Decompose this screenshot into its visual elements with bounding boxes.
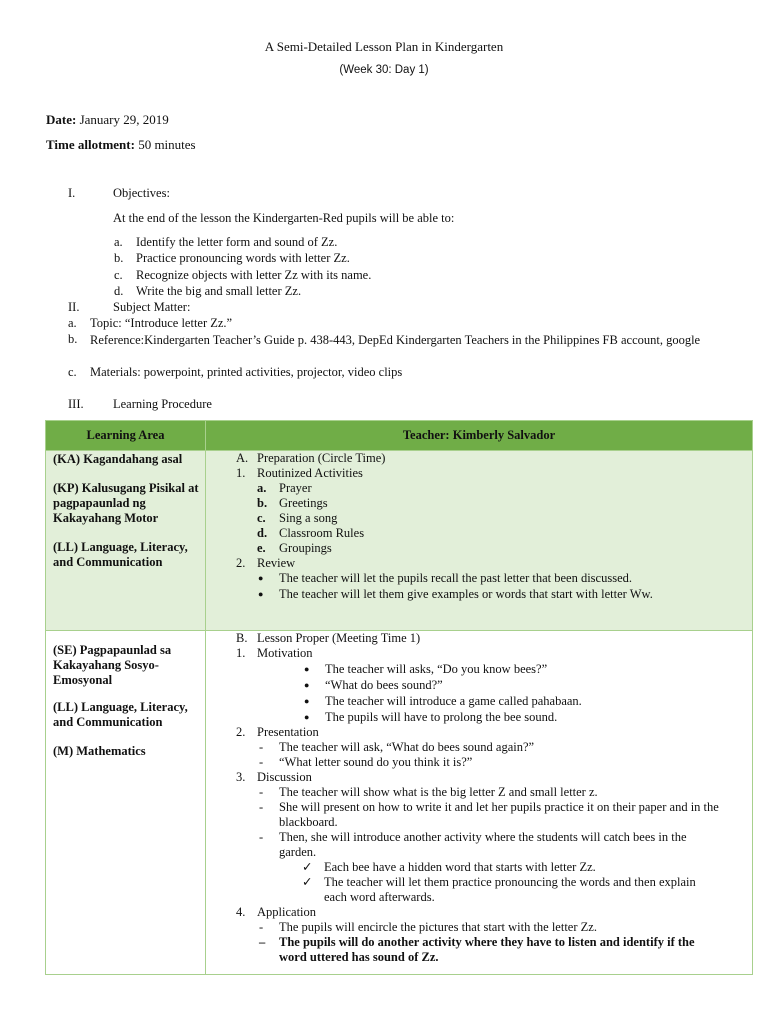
- application-item: The pupils will do another activity where they have to listen and identify if the word uttered has sound of Zz.: [279, 935, 695, 964]
- discussion-item: The teacher will show what is the big letter Z and small letter z.: [279, 785, 598, 799]
- objectives-heading: Objectives:: [113, 186, 170, 200]
- sub-item: Groupings: [279, 541, 332, 555]
- dash-icon: -: [259, 800, 264, 814]
- sub-item: Prayer: [279, 481, 312, 495]
- dash-icon: -: [259, 785, 264, 799]
- time-value: 50 minutes: [138, 137, 196, 152]
- subject-number: II.: [68, 300, 80, 314]
- step-title: Routinized Activities: [257, 466, 363, 480]
- bullet-icon: ●: [258, 589, 264, 599]
- bullet-icon: ●: [304, 712, 310, 722]
- objective-item: Write the big and small letter Zz.: [136, 284, 302, 298]
- objectives-intro: At the end of the lesson the Kindergarten-Red pupils will be able to:: [113, 211, 455, 225]
- learning-area-header: Learning Area: [46, 421, 206, 451]
- objective-mark: b.: [114, 251, 124, 265]
- step-title: Discussion: [257, 770, 312, 784]
- learning-procedure-table: [45, 420, 753, 975]
- step-mark: 4.: [236, 905, 246, 919]
- discussion-subitem: The teacher will let them practice pronouncing the words and then explain each word afterwards.: [324, 875, 696, 904]
- section-title: Preparation (Circle Time): [257, 451, 386, 465]
- subject-mark: a.: [68, 316, 77, 330]
- motivation-item: The pupils will have to prolong the bee sound.: [325, 710, 558, 724]
- presentation-item: The teacher will ask, “What do bees sound again?”: [279, 740, 535, 754]
- objective-item: Identify the letter form and sound of Zz.: [136, 235, 338, 249]
- document-subtitle: (Week 30: Day 1): [339, 64, 429, 76]
- table-header-row: [46, 421, 753, 451]
- subject-mark: b.: [68, 332, 78, 346]
- objective-item: Recognize objects with letter Zz with its name.: [136, 268, 372, 282]
- bullet-icon: ●: [258, 573, 264, 583]
- subject-mark: c.: [68, 365, 77, 379]
- sub-item: Classroom Rules: [279, 526, 365, 540]
- activity-cell: [206, 451, 753, 631]
- step-title: Application: [257, 905, 317, 919]
- step-mark: 2.: [236, 725, 246, 739]
- objectives-number: I.: [68, 186, 76, 200]
- dash-icon: -: [259, 755, 264, 769]
- learning-area: (LL) Language, Literacy, and Communication: [53, 700, 188, 729]
- discussion-subitem: Each bee have a hidden word that starts with letter Zz.: [324, 860, 596, 874]
- date-label: Date:: [46, 112, 77, 127]
- subject-item: Reference:Kindergarten Teacher’s Guide p. 438-443, DepEd Kindergarten Teachers in the Philippines FB account, google: [90, 333, 701, 347]
- bullet-icon: ●: [304, 664, 310, 674]
- procedure-number: III.: [68, 397, 84, 411]
- teacher-header: Teacher: Kimberly Salvador: [206, 421, 753, 451]
- motivation-item: The teacher will introduce a game called pahabaan.: [325, 694, 582, 708]
- step-title: Motivation: [257, 646, 313, 660]
- discussion-item: Then, she will introduce another activity where the students will catch bees in the garden.: [279, 830, 687, 859]
- activity-cell: [206, 631, 753, 975]
- bullet-icon: ●: [304, 680, 310, 690]
- subject-item: Topic: “Introduce letter Zz.”: [90, 316, 233, 330]
- learning-area: (KA) Kagandahang asal: [53, 452, 183, 466]
- checkmark-icon: ✓: [302, 875, 313, 889]
- section-title: Lesson Proper (Meeting Time 1): [257, 631, 421, 645]
- subject-item: Materials: powerpoint, printed activities, projector, video clips: [90, 365, 403, 379]
- sub-mark: c.: [257, 511, 266, 525]
- document-title: A Semi-Detailed Lesson Plan in Kindergarten: [264, 39, 504, 54]
- procedure-heading: Learning Procedure: [113, 397, 212, 411]
- table-row: [46, 451, 753, 631]
- objective-mark: d.: [114, 284, 124, 298]
- step-mark: 1.: [236, 466, 246, 480]
- learning-area-cell: [46, 631, 206, 975]
- motivation-item: “What do bees sound?”: [325, 678, 443, 692]
- step-mark: 1.: [236, 646, 246, 660]
- learning-area: (M) Mathematics: [53, 744, 146, 758]
- sub-mark: a.: [257, 481, 267, 495]
- step-title: Review: [257, 556, 296, 570]
- bullet-icon: ●: [304, 696, 310, 706]
- step-title: Presentation: [257, 725, 319, 739]
- section-mark: B.: [236, 631, 248, 645]
- learning-area-cell: [46, 451, 206, 631]
- date-value: January 29, 2019: [79, 112, 169, 127]
- dash-icon: -: [259, 740, 264, 754]
- objective-mark: a.: [114, 235, 123, 249]
- table-row: [46, 631, 753, 975]
- time-label: Time allotment:: [46, 137, 135, 152]
- objective-mark: c.: [114, 268, 123, 282]
- motivation-item: The teacher will asks, “Do you know bees?”: [325, 662, 548, 676]
- step-mark: 3.: [236, 770, 246, 784]
- step-mark: 2.: [236, 556, 246, 570]
- sub-mark: d.: [257, 526, 268, 540]
- sub-item: Sing a song: [279, 511, 338, 525]
- review-item: The teacher will let them give examples or words that start with letter Ww.: [279, 587, 653, 601]
- sub-mark: b.: [257, 496, 268, 510]
- application-item: The pupils will encircle the pictures that start with the letter Zz.: [279, 920, 597, 934]
- dash-icon: -: [259, 830, 264, 844]
- checkmark-icon: ✓: [302, 860, 313, 874]
- presentation-item: “What letter sound do you think it is?”: [279, 755, 473, 769]
- date-line: [46, 112, 169, 128]
- dash-icon: –: [259, 935, 266, 949]
- section-mark: A.: [236, 451, 249, 465]
- sub-item: Greetings: [279, 496, 328, 510]
- learning-area: (LL) Language, Literacy, and Communication: [53, 540, 188, 569]
- objective-item: Practice pronouncing words with letter Zz.: [136, 251, 350, 265]
- subject-heading: Subject Matter:: [113, 300, 191, 314]
- time-line: [46, 137, 196, 153]
- learning-area: (KP) Kalusugang Pisikal at pagpapaunlad ng Kakayahang Motor: [53, 481, 199, 525]
- discussion-item: She will present on how to write it and let her pupils practice it on their paper and in the blackboard.: [279, 800, 719, 829]
- dash-icon: -: [259, 920, 264, 934]
- review-item: The teacher will let the pupils recall the past letter that been discussed.: [279, 571, 632, 585]
- sub-mark: e.: [257, 541, 266, 555]
- learning-area: (SE) Pagpapaunlad sa Kakayahang Sosyo-Emosyonal: [53, 643, 172, 687]
